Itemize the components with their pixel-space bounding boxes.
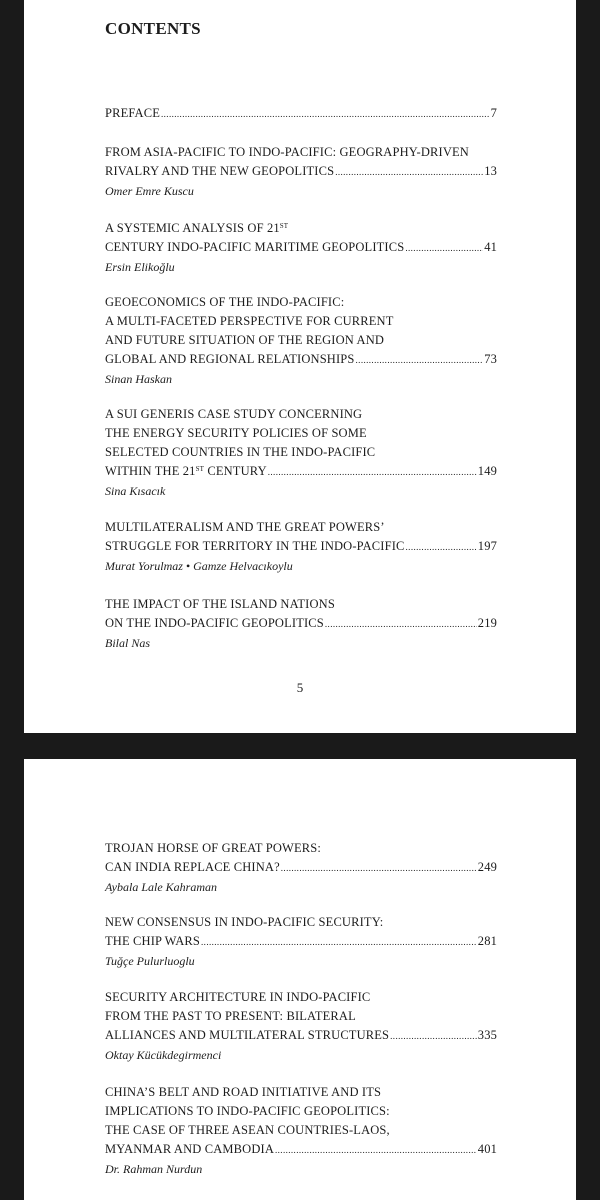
toc-entry (105, 595, 497, 653)
superscript: ST (195, 465, 205, 473)
toc-author: Murat Yorulmaz • Gamze Helvacıkoylu (105, 559, 293, 573)
contents-heading: CONTENTS (105, 19, 201, 38)
dot-leader (281, 859, 477, 878)
toc-page-number: 7 (490, 106, 497, 120)
toc-entry (105, 518, 497, 576)
toc-entry (105, 143, 497, 201)
toc-entry-line (105, 537, 497, 557)
folio-page-number: 5 (296, 680, 304, 695)
dot-leader (275, 1141, 477, 1160)
toc-entry-title: THE ENERGY SECURITY POLICIES OF SOME (105, 426, 367, 440)
toc-page-number: 401 (477, 1142, 497, 1156)
toc-author: Sinan Haskan (105, 372, 172, 386)
toc-author: Oktay Kücükdegirmenci (105, 1048, 222, 1062)
toc-entry-title: RIVALRY AND THE NEW GEOPOLITICS (105, 164, 335, 178)
toc-entry-title: NEW CONSENSUS IN INDO-PACIFIC SECURITY: (105, 915, 384, 929)
book-page-right (24, 759, 576, 1200)
dot-leader (390, 1027, 477, 1046)
toc-entry-title: CHINA’S BELT AND ROAD INITIATIVE AND ITS (105, 1085, 382, 1099)
toc-entry-title: A SYSTEMIC ANALYSIS OF 21ST (105, 221, 289, 235)
toc-entry-title: MULTILATERALISM AND THE GREAT POWERS’ (105, 520, 385, 534)
toc-entry-title: SELECTED COUNTRIES IN THE INDO-PACIFIC (105, 445, 376, 459)
toc-entry-line (105, 104, 497, 124)
toc-entry-line (105, 462, 497, 482)
toc-page-number: 249 (477, 860, 497, 874)
toc-entry-title: IMPLICATIONS TO INDO-PACIFIC GEOPOLITICS: (105, 1104, 390, 1118)
dot-leader (268, 463, 477, 482)
toc-entry-title: AND FUTURE SITUATION OF THE REGION AND (105, 333, 385, 347)
toc-entry-line (105, 614, 497, 634)
toc-entry-title: PREFACE (105, 106, 160, 120)
toc-entry-line (105, 1140, 497, 1160)
toc-author: Aybala Lale Kahraman (105, 880, 218, 894)
dot-leader (161, 105, 490, 124)
toc-entry-title: A SUI GENERIS CASE STUDY CONCERNING (105, 407, 363, 421)
toc-entry-line (105, 162, 497, 182)
toc-page-number: 149 (477, 464, 497, 478)
toc-author: Dr. Rahman Nurdun (105, 1162, 203, 1176)
toc-page-number: 73 (484, 352, 497, 366)
dot-leader (201, 933, 477, 952)
toc-entry-title: WITHIN THE 21ST CENTURY (105, 464, 267, 478)
dot-leader (356, 351, 484, 370)
toc-entry-title: THE CASE OF THREE ASEAN COUNTRIES-LAOS, (105, 1123, 390, 1137)
toc-entry-title: TROJAN HORSE OF GREAT POWERS: (105, 841, 321, 855)
toc-page-number: 13 (484, 164, 497, 178)
toc-entry-title: THE CHIP WARS (105, 934, 201, 948)
toc-entry-title: MYANMAR AND CAMBODIA (105, 1142, 274, 1156)
dot-leader (325, 615, 477, 634)
toc-entry (105, 913, 497, 971)
toc-entry-line (105, 350, 497, 370)
toc-author: Bilal Nas (105, 636, 151, 650)
toc-entry-title: GEOECONOMICS OF THE INDO-PACIFIC: (105, 295, 345, 309)
book-page-left (24, 0, 576, 733)
toc-entry-preface (105, 104, 497, 124)
toc-author: Omer Emre Kuscu (105, 184, 194, 198)
toc-entry-line (105, 1026, 497, 1046)
superscript: ST (279, 222, 289, 230)
toc-entry-title: ALLIANCES AND MULTILATERAL STRUCTURES (105, 1028, 390, 1042)
toc-entry-title: FROM THE PAST TO PRESENT: BILATERAL (105, 1009, 356, 1023)
toc-page-number: 197 (477, 539, 497, 553)
toc-author: Sina Kısacık (105, 484, 166, 498)
dot-leader (405, 239, 483, 258)
toc-entry-title: CAN INDIA REPLACE CHINA? (105, 860, 280, 874)
toc-page-number: 281 (477, 934, 497, 948)
toc-page-number: 219 (477, 616, 497, 630)
toc-author: Ersin Elikoğlu (105, 260, 175, 274)
toc-entry (105, 839, 497, 897)
toc-author: Tuğçe Pulurluoglu (105, 954, 195, 968)
toc-entry-line (105, 238, 497, 258)
toc-entry-title: THE IMPACT OF THE ISLAND NATIONS (105, 597, 335, 611)
toc-entry (105, 1083, 497, 1179)
toc-entry (105, 988, 497, 1065)
toc-page-number: 41 (484, 240, 497, 254)
toc-page-number: 335 (477, 1028, 497, 1042)
toc-entry-line (105, 858, 497, 878)
toc-entry (105, 219, 497, 277)
toc-entry-title: ON THE INDO-PACIFIC GEOPOLITICS (105, 616, 324, 630)
toc-entry (105, 405, 497, 501)
dot-leader (406, 538, 477, 557)
toc-entry-title: SECURITY ARCHITECTURE IN INDO-PACIFIC (105, 990, 371, 1004)
toc-entry-line (105, 932, 497, 952)
toc-entry-title: FROM ASIA-PACIFIC TO INDO-PACIFIC: GEOGRAPHY-DRIVEN (105, 145, 469, 159)
toc-entry-title: A MULTI-FACETED PERSPECTIVE FOR CURRENT (105, 314, 394, 328)
dot-leader (335, 163, 483, 182)
toc-entry-title: CENTURY INDO-PACIFIC MARITIME GEOPOLITICS (105, 240, 405, 254)
toc-entry-title: STRUGGLE FOR TERRITORY IN THE INDO-PACIFIC (105, 539, 405, 553)
toc-entry-title: GLOBAL AND REGIONAL RELATIONSHIPS (105, 352, 355, 366)
toc-entry (105, 293, 497, 389)
